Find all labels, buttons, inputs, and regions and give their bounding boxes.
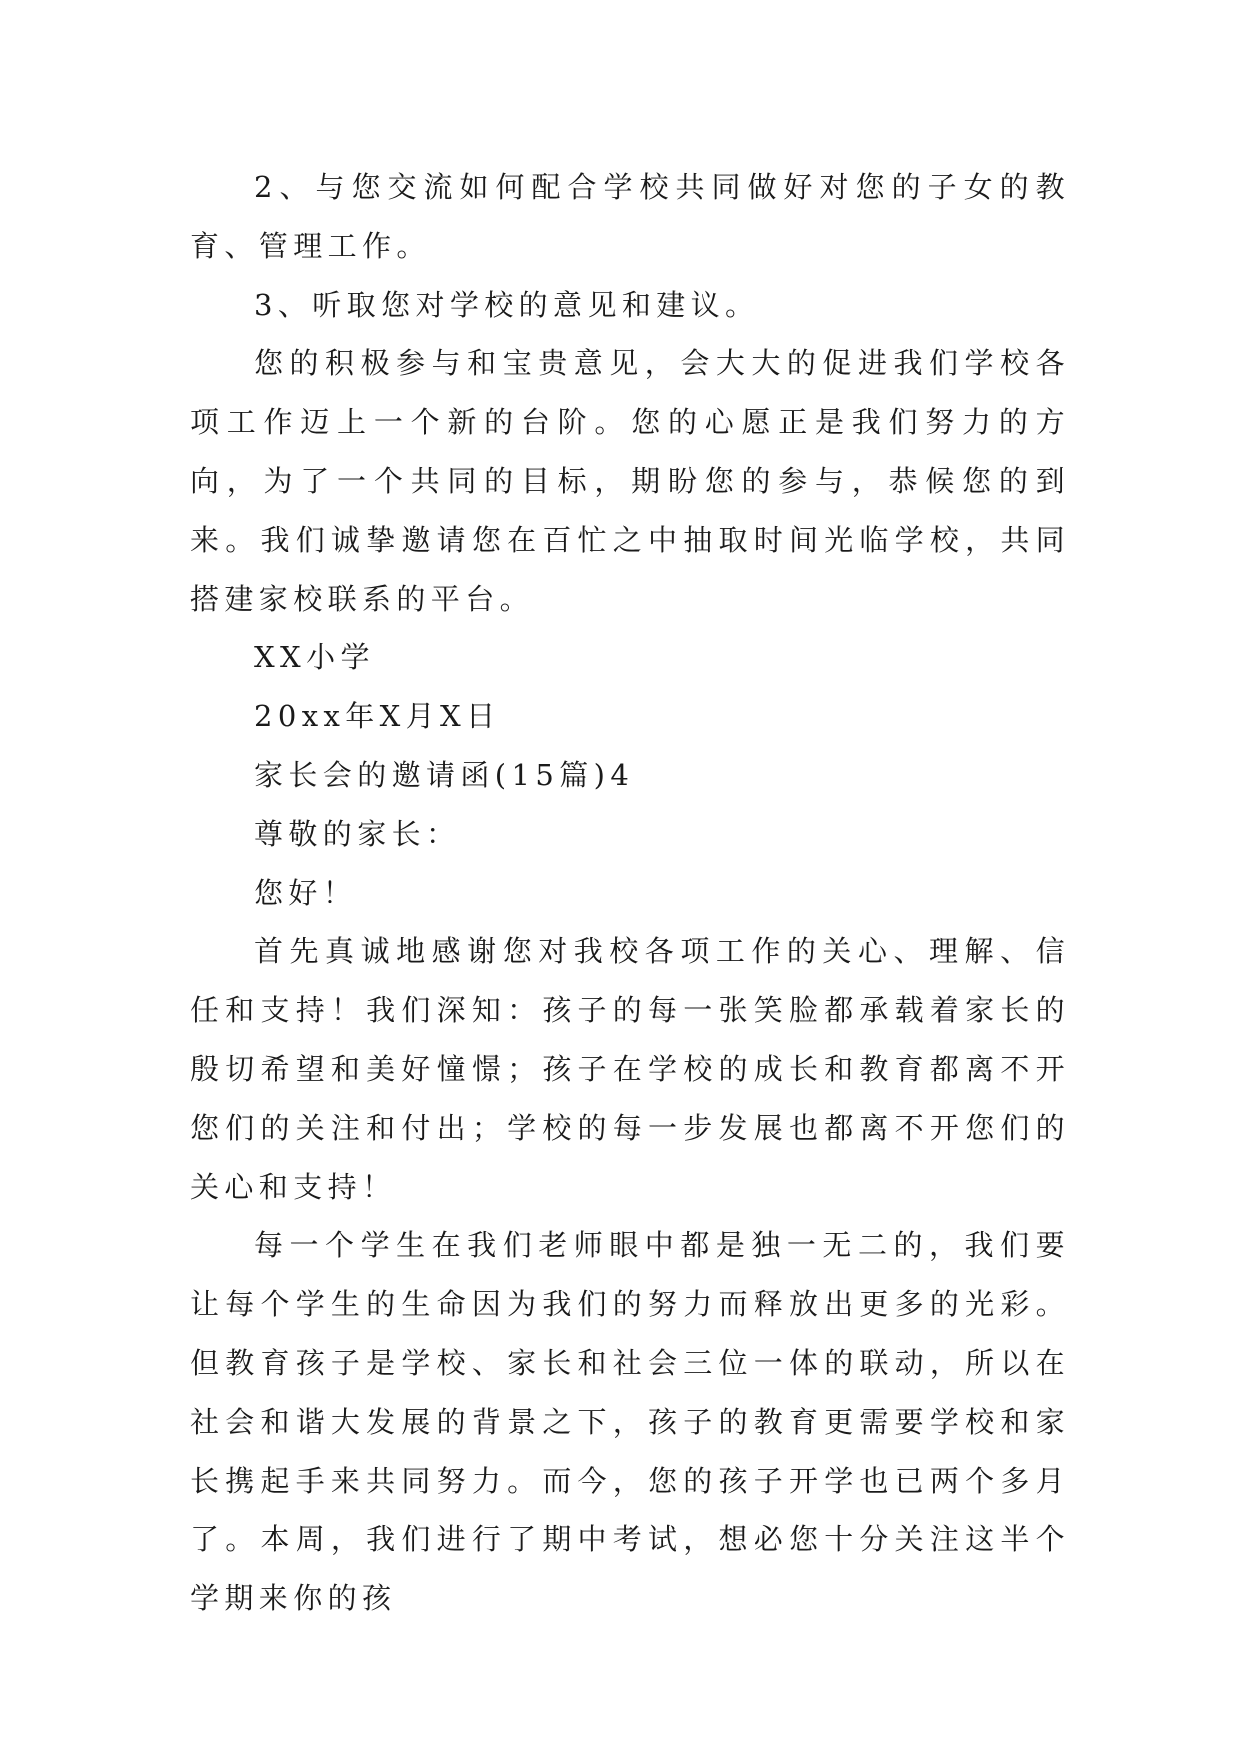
signature-school: XX小学 bbox=[254, 640, 375, 675]
greeting: 您好！ bbox=[254, 875, 358, 910]
salutation: 尊敬的家长： bbox=[254, 816, 461, 851]
paragraph-item-3: 3、听取您对学校的意见和建议。 bbox=[254, 287, 760, 322]
paragraph-students: 每一个学生在我们老师眼中都是独一无二的，我们要让每个学生的生命因为我们的努力而释放出更多的光彩。但教育孩子是学校、家长和社会三位一体的联动，所以在社会和谐大发展的背景之下，孩子的教育更需要学校和家长携起手来共同努力。而今，您的孩子开学也已两个多月了。本周，我们进行了期中考试，想必您十分关注这半个学期来你的孩 bbox=[190, 1228, 1070, 1616]
paragraph-participation: 您的积极参与和宝贵意见，会大大的促进我们学校各项工作迈上一个新的台阶。您的心愿正是我们努力的方向，为了一个共同的目标，期盼您的参与，恭候您的到来。我们诚挚邀请您在百忙之中抽取时间光临学校，共同搭建家校联系的平台。 bbox=[190, 346, 1070, 616]
section-heading: 家长会的邀请函(15篇)4 bbox=[254, 757, 635, 792]
signature-date: 20xx年X月X日 bbox=[254, 699, 501, 734]
paragraph-thanks: 首先真诚地感谢您对我校各项工作的关心、理解、信任和支持！我们深知：孩子的每一张笑脸都承载着家长的殷切希望和美好憧憬；孩子在学校的成长和教育都离不开您们的关注和付出；学校的每一步发展也都离不开您们的关心和支持！ bbox=[190, 934, 1070, 1204]
document-page bbox=[190, 158, 1070, 1628]
paragraph-item-2: 2、与您交流如何配合学校共同做好对您的子女的教育、管理工作。 bbox=[190, 170, 1070, 263]
